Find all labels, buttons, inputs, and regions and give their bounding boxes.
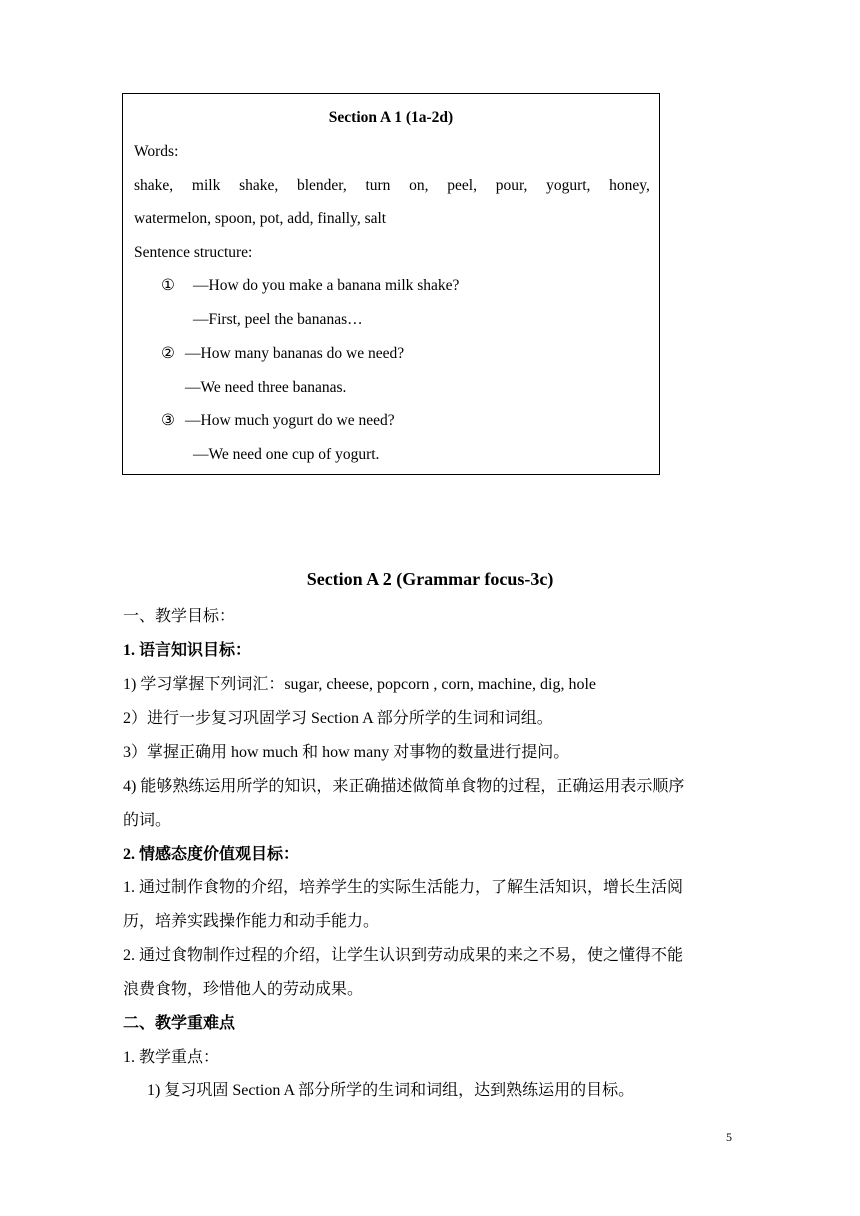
item-question-1: —How do you make a banana milk shake? bbox=[193, 277, 460, 294]
section-title: Section A 2 (Grammar focus-3c) bbox=[306, 569, 554, 589]
word: blender, bbox=[296, 177, 347, 194]
item-answer-3: —We need one cup of yogurt. bbox=[193, 446, 380, 463]
item-question-3: —How much yogurt do we need? bbox=[185, 412, 395, 429]
words-line-1 bbox=[134, 176, 650, 196]
item-answer-1: —First, peel the bananas… bbox=[193, 311, 363, 328]
word: on, bbox=[409, 177, 429, 194]
word: shake, bbox=[239, 177, 279, 194]
word: turn bbox=[365, 177, 391, 194]
item-answer-2: —We need three bananas. bbox=[185, 379, 347, 396]
heading-teaching-goals: 一、教学目标： bbox=[123, 608, 236, 625]
word: milk bbox=[191, 177, 221, 194]
key-point-line-1: 1) 复习巩固 Section A 部分所学的生词和词组，达到熟练运用的目标。 bbox=[147, 1082, 635, 1099]
item-number-2: ② bbox=[161, 345, 175, 362]
goal-line-1: 1) 学习掌握下列词汇：sugar, cheese, popcorn , corn, machine, dig, hole bbox=[123, 676, 597, 693]
words-label: Words: bbox=[134, 143, 179, 160]
words-line-2: watermelon, spoon, pot, add, finally, salt bbox=[134, 210, 387, 227]
goal-line-4b: 的词。 bbox=[123, 812, 172, 829]
summary-box bbox=[122, 93, 660, 475]
subheading-language-goals: 1. 语言知识目标： bbox=[123, 642, 252, 659]
item-number-3: ③ bbox=[161, 412, 175, 429]
item-number-1: ① bbox=[161, 277, 175, 294]
structure-label: Sentence structure: bbox=[134, 244, 253, 261]
goal-line-4a: 4) 能够熟练运用所学的知识，来正确描述做简单食物的过程，正确运用表示顺序 bbox=[123, 778, 685, 795]
word: shake, bbox=[134, 177, 174, 194]
item-question-2: —How many bananas do we need? bbox=[185, 345, 405, 362]
goal-line-3: 3）掌握正确用 how much 和 how many 对事物的数量进行提问。 bbox=[123, 744, 570, 761]
subheading-key-points: 1. 教学重点： bbox=[123, 1049, 220, 1066]
attitude-line-2a: 2. 通过食物制作过程的介绍，让学生认识到劳动成果的来之不易，使之懂得不能 bbox=[123, 947, 684, 964]
word: yogurt, bbox=[546, 177, 591, 194]
page-number: 5 bbox=[726, 1130, 732, 1144]
goal-line-2: 2）进行一步复习巩固学习 Section A 部分所学的生词和词组。 bbox=[123, 710, 553, 727]
attitude-line-2b: 浪费食物，珍惜他人的劳动成果。 bbox=[123, 981, 364, 998]
attitude-line-1a: 1. 通过制作食物的介绍，培养学生的实际生活能力，了解生活知识，增长生活阅 bbox=[123, 879, 684, 896]
box-title: Section A 1 (1a-2d) bbox=[328, 109, 454, 126]
subheading-attitude-goals: 2. 情感态度价值观目标： bbox=[123, 846, 300, 863]
word: peel, bbox=[447, 177, 477, 194]
attitude-line-1b: 历，培养实践操作能力和动手能力。 bbox=[123, 913, 380, 930]
word: pour, bbox=[495, 177, 528, 194]
heading-key-points: 二、教学重难点 bbox=[123, 1015, 236, 1032]
word: honey, bbox=[609, 177, 650, 194]
